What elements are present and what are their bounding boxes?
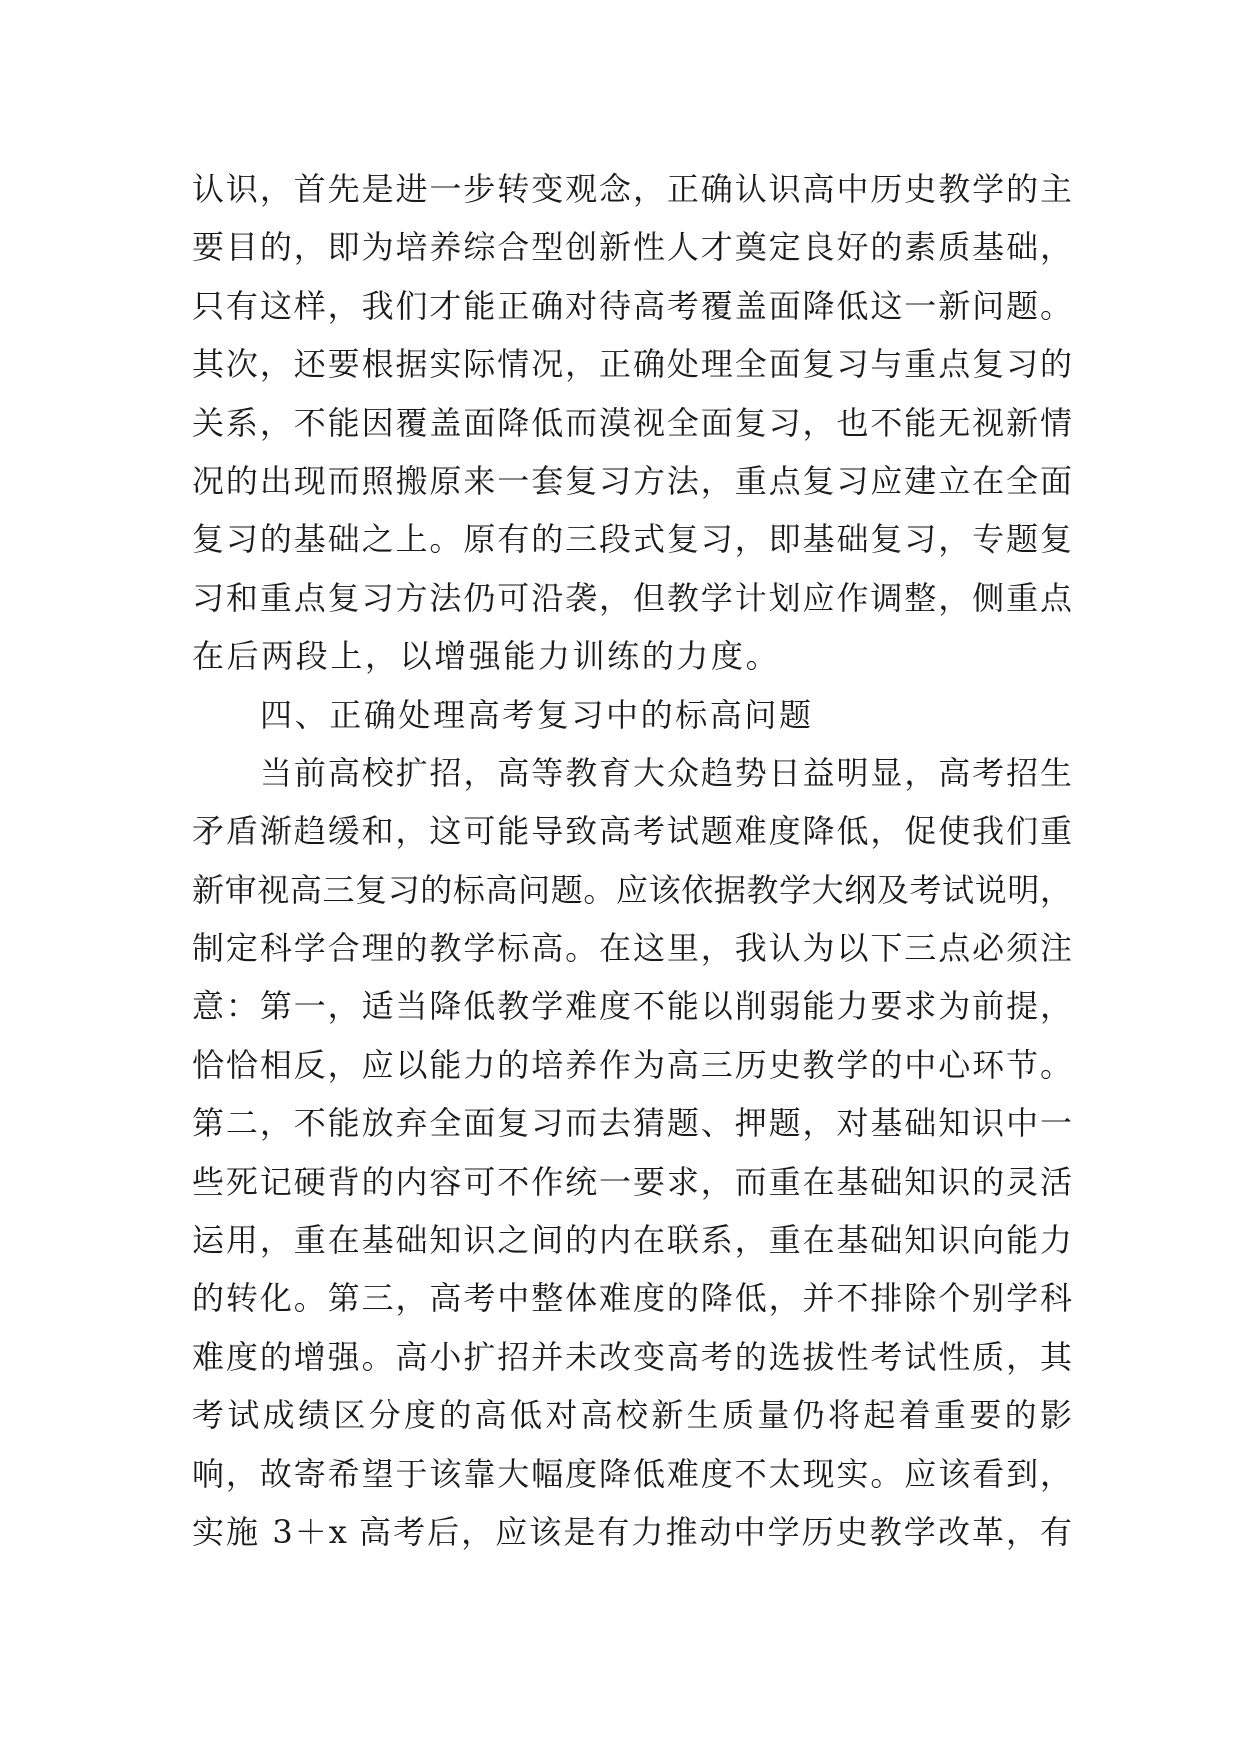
text-line: 矛盾渐趋缓和，这可能导致高考试题难度降低，促使我们重 [192, 812, 1072, 851]
text-line: 制定科学合理的教学标高。在这里，我认为以下三点必须注 [192, 929, 1072, 968]
text-line: 考试成绩区分度的高低对高校新生质量仍将起着重要的影 [192, 1396, 1072, 1435]
text-line: 复习的基础之上。原有的三段式复习，即基础复习，专题复 [192, 520, 1072, 559]
paragraph-first-line: 当前高校扩招，高等教育大众趋势日益明显，高考招生 [260, 753, 1072, 792]
text-line: 运用，重在基础知识之间的内在联系，重在基础知识向能力 [192, 1221, 1072, 1260]
text-line: 的转化。第三，高考中整体难度的降低，并不排除个别学科 [192, 1279, 1072, 1318]
text-line: 新审视高三复习的标高问题。应该依据教学大纲及考试说明， [192, 870, 1072, 909]
text-line: 只有这样，我们才能正确对待高考覆盖面降低这一新问题。 [192, 286, 1072, 325]
text-line: 恰恰相反，应以能力的培养作为高三历史教学的中心环节。 [192, 1045, 1072, 1084]
text-line: 响，故寄希望于该靠大幅度降低难度不太现实。应该看到， [192, 1454, 1072, 1493]
text-line: 意：第一，适当降低教学难度不能以削弱能力要求为前提， [192, 987, 1072, 1026]
section-heading: 四、正确处理高考复习中的标高问题 [260, 695, 814, 734]
text-line: 习和重点复习方法仍可沿袭，但教学计划应作调整，侧重点 [192, 578, 1072, 617]
text-line: 况的出现而照搬原来一套复习方法，重点复习应建立在全面 [192, 461, 1072, 500]
text-line: 关系，不能因覆盖面降低而漠视全面复习，也不能无视新情 [192, 403, 1072, 442]
text-line: 其次，还要根据实际情况，正确处理全面复习与重点复习的 [192, 345, 1072, 384]
text-line: 认识，首先是进一步转变观念，正确认识高中历史教学的主 [192, 170, 1072, 208]
text-line: 实施 3＋x 高考后，应该是有力推动中学历史教学改革，有 [192, 1512, 1072, 1551]
text-line: 在后两段上，以增强能力训练的力度。 [192, 637, 781, 676]
text-line: 要目的，即为培养综合型创新性人才奠定良好的素质基础， [192, 228, 1072, 267]
body-text [192, 160, 1072, 1561]
text-line: 第二，不能放弃全面复习而去猜题、押题，对基础知识中一 [192, 1104, 1072, 1143]
text-line: 难度的增强。高小扩招并未改变高考的选拔性考试性质，其 [192, 1337, 1072, 1376]
text-line: 些死记硬背的内容可不作统一要求，而重在基础知识的灵活 [192, 1162, 1072, 1201]
